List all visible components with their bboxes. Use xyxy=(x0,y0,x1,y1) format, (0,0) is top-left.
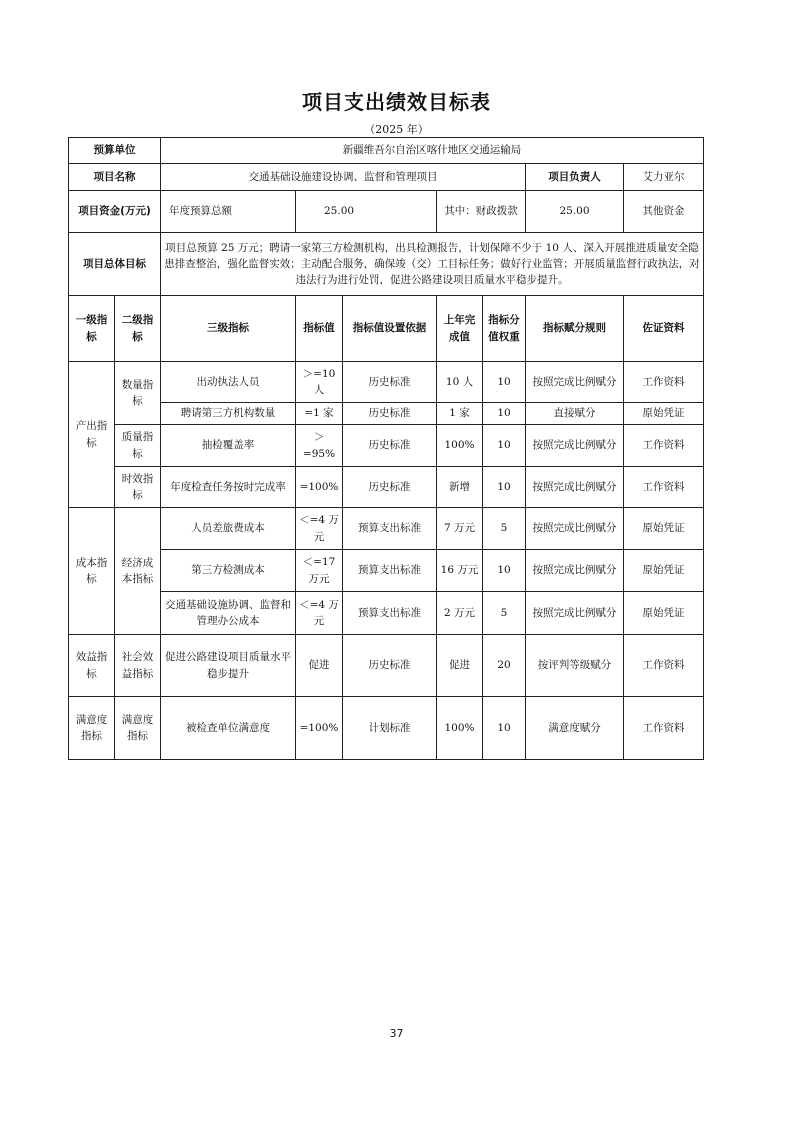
row-evidence: 原始凭证 xyxy=(624,508,704,550)
fiscal-value: 25.00 xyxy=(526,191,624,233)
table-row xyxy=(69,508,704,550)
subgroup-econ-cost: 经济成本指标 xyxy=(115,508,161,635)
group-output: 产出指标 xyxy=(69,362,115,508)
table-row xyxy=(69,550,704,592)
performance-table xyxy=(68,137,704,760)
budget-unit-label: 预算单位 xyxy=(69,138,161,164)
row-basis: 历史标准 xyxy=(343,635,437,697)
row-evidence: 工作资料 xyxy=(624,467,704,508)
subgroup-timeliness: 时效指标 xyxy=(115,467,161,508)
row-value: ＜=17 万元 xyxy=(296,550,343,592)
row-evidence: 原始凭证 xyxy=(624,550,704,592)
subgroup-satisfaction: 满意度指标 xyxy=(115,697,161,760)
row-basis: 历史标准 xyxy=(343,403,437,425)
header-weight: 指标分值权重 xyxy=(483,296,526,362)
subgroup-quality: 质量指标 xyxy=(115,425,161,467)
group-benefit: 效益指标 xyxy=(69,635,115,697)
table-row xyxy=(69,592,704,635)
row-name: 抽检覆盖率 xyxy=(161,425,296,467)
row-name: 出动执法人员 xyxy=(161,362,296,403)
table-row xyxy=(69,362,704,403)
overall-goal-label: 项目总体目标 xyxy=(69,233,161,296)
table-row xyxy=(69,697,704,760)
row-name: 交通基础设施协调、监督和管理办公成本 xyxy=(161,592,296,635)
row-value: ＜=4 万元 xyxy=(296,592,343,635)
row-weight: 10 xyxy=(483,403,526,425)
row-basis: 历史标准 xyxy=(343,425,437,467)
row-weight: 10 xyxy=(483,425,526,467)
row-evidence: 工作资料 xyxy=(624,362,704,403)
project-leader-label: 项目负责人 xyxy=(526,164,624,191)
row-evidence: 工作资料 xyxy=(624,697,704,760)
row-value: 促进 xyxy=(296,635,343,697)
row-last: 16 万元 xyxy=(437,550,483,592)
row-weight: 10 xyxy=(483,362,526,403)
project-name-label: 项目名称 xyxy=(69,164,161,191)
row-basis: 预算支出标准 xyxy=(343,550,437,592)
header-value: 指标值 xyxy=(296,296,343,362)
row-name: 聘请第三方机构数量 xyxy=(161,403,296,425)
row-name: 促进公路建设项目质量水平稳步提升 xyxy=(161,635,296,697)
row-evidence: 原始凭证 xyxy=(624,403,704,425)
row-last: 7 万元 xyxy=(437,508,483,550)
row-weight: 10 xyxy=(483,550,526,592)
group-satisfaction: 满意度指标 xyxy=(69,697,115,760)
row-basis: 预算支出标准 xyxy=(343,508,437,550)
table-row xyxy=(69,467,704,508)
row-value: ＞=10 人 xyxy=(296,362,343,403)
row-basis: 预算支出标准 xyxy=(343,592,437,635)
row-rule: 满意度赋分 xyxy=(526,697,624,760)
row-weight: 5 xyxy=(483,592,526,635)
row-evidence: 工作资料 xyxy=(624,635,704,697)
header-rule: 指标赋分规则 xyxy=(526,296,624,362)
row-name: 第三方检测成本 xyxy=(161,550,296,592)
row-value: =100% xyxy=(296,697,343,760)
subgroup-social-benefit: 社会效益指标 xyxy=(115,635,161,697)
year-label: （2025 年） xyxy=(364,123,429,136)
row-weight: 5 xyxy=(483,508,526,550)
row-last: 1 家 xyxy=(437,403,483,425)
row-last: 100% xyxy=(437,697,483,760)
row-basis: 历史标准 xyxy=(343,362,437,403)
row-value: ＜=4 万元 xyxy=(296,508,343,550)
row-rule: 按照完成比例赋分 xyxy=(526,592,624,635)
subgroup-quantity: 数量指标 xyxy=(115,362,161,425)
header-last-year: 上年完成值 xyxy=(437,296,483,362)
fiscal-label: 其中：财政拨款 xyxy=(437,191,526,233)
row-name: 年度检查任务按时完成率 xyxy=(161,467,296,508)
row-evidence: 工作资料 xyxy=(624,425,704,467)
header-basis: 指标值设置依据 xyxy=(343,296,437,362)
header-level2: 二级指标 xyxy=(115,296,161,362)
row-value: =100% xyxy=(296,467,343,508)
row-weight: 10 xyxy=(483,467,526,508)
row-last: 促进 xyxy=(437,635,483,697)
header-evidence: 佐证资料 xyxy=(624,296,704,362)
header-level3: 三级指标 xyxy=(161,296,296,362)
project-leader-value: 艾力亚尔 xyxy=(624,164,704,191)
row-rule: 按照完成比例赋分 xyxy=(526,467,624,508)
row-rule: 按评判等级赋分 xyxy=(526,635,624,697)
project-name-value: 交通基础设施建设协调、监督和管理项目 xyxy=(161,164,526,191)
row-weight: 20 xyxy=(483,635,526,697)
table-row xyxy=(69,635,704,697)
page-title: 项目支出绩效目标表 xyxy=(302,90,491,114)
row-last: 10 人 xyxy=(437,362,483,403)
row-rule: 按照完成比例赋分 xyxy=(526,550,624,592)
row-name: 被检查单位满意度 xyxy=(161,697,296,760)
funds-label: 项目资金(万元) xyxy=(69,191,161,233)
overall-goal-text: 项目总预算 25 万元；聘请一家第三方检测机构，出具检测报告，计划保障不少于 10 人、深入开展推进质量安全隐患排查整治，强化监督实效；主动配合服务，确保竣（交）工目标任务；做好行业监管；开展质量监督行政执法，对违法行为进行处罚，促进公路建设项目质量水平稳步提升。 xyxy=(161,233,704,296)
row-rule: 直接赋分 xyxy=(526,403,624,425)
other-label: 其他资金 xyxy=(624,191,704,233)
header-level1: 一级指标 xyxy=(69,296,115,362)
row-rule: 按照完成比例赋分 xyxy=(526,425,624,467)
row-weight: 10 xyxy=(483,697,526,760)
budget-unit-value: 新疆维吾尔自治区喀什地区交通运输局 xyxy=(161,138,704,164)
row-last: 新增 xyxy=(437,467,483,508)
row-last: 100% xyxy=(437,425,483,467)
table-row xyxy=(69,403,704,425)
row-evidence: 原始凭证 xyxy=(624,592,704,635)
table-row xyxy=(69,425,704,467)
row-value: =1 家 xyxy=(296,403,343,425)
row-basis: 计划标准 xyxy=(343,697,437,760)
row-rule: 按照完成比例赋分 xyxy=(526,508,624,550)
row-basis: 历史标准 xyxy=(343,467,437,508)
page-number: 37 xyxy=(389,1027,404,1040)
row-last: 2 万元 xyxy=(437,592,483,635)
row-rule: 按照完成比例赋分 xyxy=(526,362,624,403)
group-cost: 成本指标 xyxy=(69,508,115,635)
row-value: ＞ =95% xyxy=(296,425,343,467)
row-name: 人员差旅费成本 xyxy=(161,508,296,550)
annual-budget-value: 25.00 xyxy=(296,191,437,233)
annual-budget-label: 年度预算总额 xyxy=(161,191,296,233)
